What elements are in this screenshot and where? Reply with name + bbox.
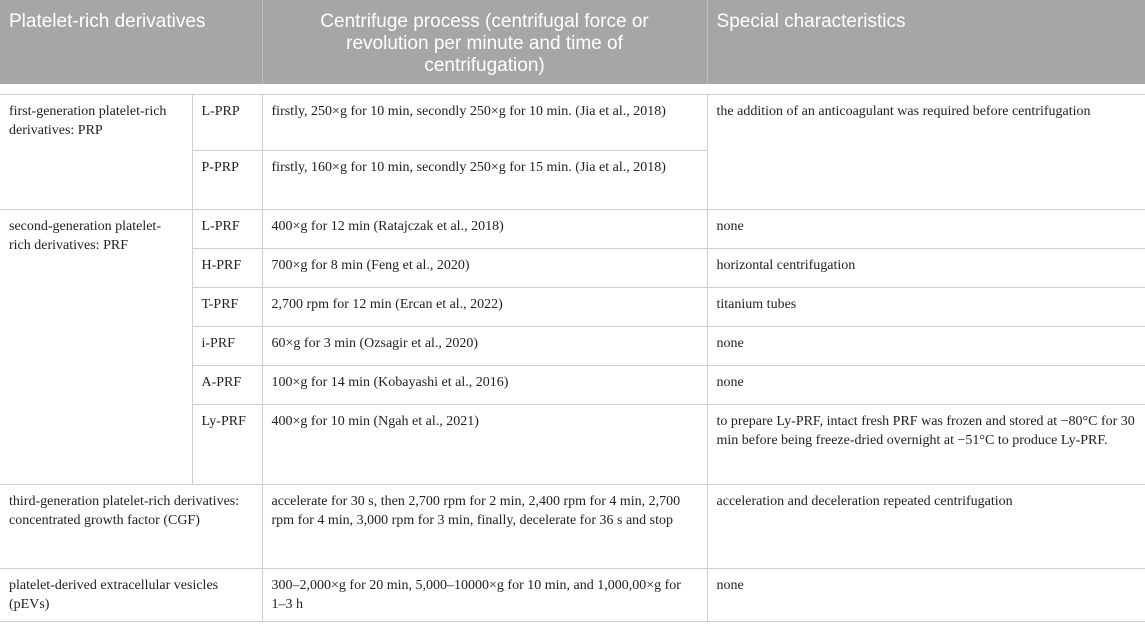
type-cell: L-PRF	[192, 209, 262, 248]
header-derivatives: Platelet-rich derivatives	[0, 0, 262, 84]
spacer-row	[0, 84, 1145, 94]
process-cell: firstly, 160×g for 10 min, secondly 250×g for 15 min. (Jia et al., 2018)	[262, 150, 707, 209]
characteristic-cell: titanium tubes	[707, 287, 1145, 326]
table-row	[0, 94, 1145, 150]
table-row	[0, 568, 1145, 621]
process-cell: 400×g for 12 min (Ratajczak et al., 2018)	[262, 209, 707, 248]
characteristic-cell: horizontal centrifugation	[707, 248, 1145, 287]
header-special-characteristics: Special characteristics	[707, 0, 1145, 84]
process-cell: 100×g for 14 min (Kobayashi et al., 2016)	[262, 365, 707, 404]
table-row	[0, 484, 1145, 568]
table-row	[0, 209, 1145, 248]
type-cell: H-PRF	[192, 248, 262, 287]
type-cell: i-PRF	[192, 326, 262, 365]
process-cell: 700×g for 8 min (Feng et al., 2020)	[262, 248, 707, 287]
characteristic-cell: the addition of an anticoagulant was required before centrifugation	[707, 94, 1145, 209]
characteristic-cell: acceleration and deceleration repeated centrifugation	[707, 484, 1145, 568]
process-cell: accelerate for 30 s, then 2,700 rpm for 2 min, 2,400 rpm for 4 min, 2,700 rpm for 4 min, 3,000 rpm for 3 min, finally, decelerate for 36 s and stop	[262, 484, 707, 568]
characteristic-cell: none	[707, 568, 1145, 621]
characteristic-cell: none	[707, 326, 1145, 365]
group-name-prf: second-generation platelet-rich derivatives: PRF	[0, 209, 192, 484]
type-cell: Ly-PRF	[192, 404, 262, 484]
process-cell: 300–2,000×g for 20 min, 5,000–10000×g for 10 min, and 1,000,00×g for 1–3 h	[262, 568, 707, 621]
process-cell: firstly, 250×g for 10 min, secondly 250×g for 10 min. (Jia et al., 2018)	[262, 94, 707, 150]
characteristic-cell: none	[707, 209, 1145, 248]
header-centrifuge-process: Centrifuge process (centrifugal force or revolution per minute and time of centrifugation)	[262, 0, 707, 84]
type-cell: A-PRF	[192, 365, 262, 404]
process-cell: 2,700 rpm for 12 min (Ercan et al., 2022)	[262, 287, 707, 326]
group-name-prp: first-generation platelet-rich derivatives: PRP	[0, 94, 192, 209]
characteristic-cell: none	[707, 365, 1145, 404]
process-cell: 400×g for 10 min (Ngah et al., 2021)	[262, 404, 707, 484]
header-row	[0, 0, 1145, 84]
type-cell: T-PRF	[192, 287, 262, 326]
process-cell: 60×g for 3 min (Ozsagir et al., 2020)	[262, 326, 707, 365]
group-name-pev: platelet-derived extracellular vesicles (pEVs)	[0, 568, 262, 621]
type-cell: L-PRP	[192, 94, 262, 150]
type-cell: P-PRP	[192, 150, 262, 209]
characteristic-cell: to prepare Ly-PRF, intact fresh PRF was frozen and stored at −80°C for 30 min before being freeze-dried overnight at −51°C to produce Ly-PRF.	[707, 404, 1145, 484]
group-name-cgf: third-generation platelet-rich derivatives: concentrated growth factor (CGF)	[0, 484, 262, 568]
